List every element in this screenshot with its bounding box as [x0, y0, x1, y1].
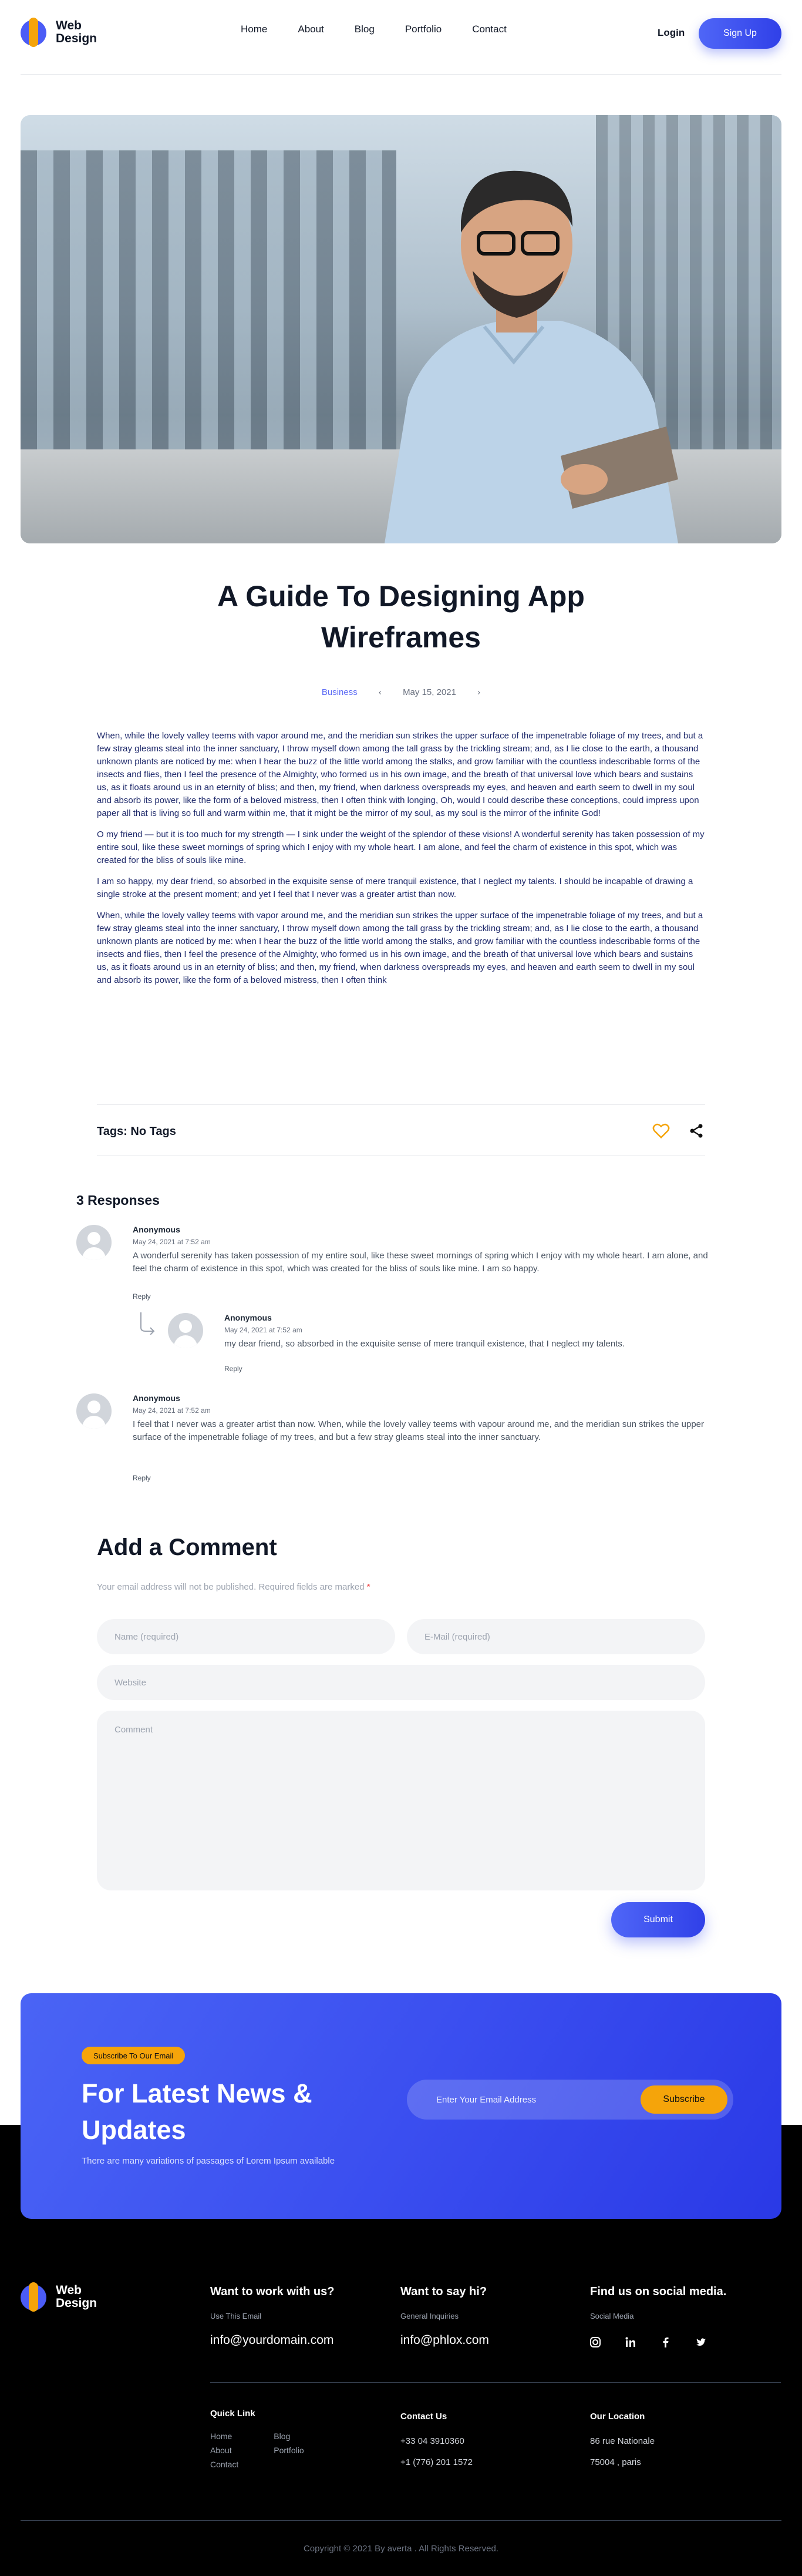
copyright: Copyright © 2021 By averta . All Rights Reserved.	[303, 2544, 499, 2554]
post-paragraph: When, while the lovely valley teems with vapor around me, and the meridian sun strikes the upper surface of the impenetrable foliage of my trees, and but a few stray gleams steal into the inner sanctuary, I throw myself down among the tall grass by the trickling stream; and, as I lie close to the earth, a thousand unknown plants are noticed by me: when I hear the buzz of the little world among the stalks, and grow familiar with the countless indescribable forms of the insects and flies, then I feel the presence of the Almighty, who formed us in his own image, and the breath of that universal love which bears and sustains us, as it floats around us in an eternity of bliss; and then, my friend, when darkness overspreads my eyes, and heaven and earth seem to dwell in my soul and absorb its power, like the form of a beloved mistress, then I often think	[97, 911, 703, 985]
footer-link-contact[interactable]: Contact	[210, 2460, 239, 2469]
footer-link-about[interactable]: About	[210, 2446, 232, 2455]
meta-separator-icon: ‹	[378, 687, 382, 697]
comment-date: May 24, 2021 at 7:52 am	[224, 1326, 302, 1334]
comment-text: I feel that I never was a greater artist than now. When, while the lovely valley teems with vapour around me, and the meridian sun strikes the upper surface of the impenetrable foliage of my trees, and but a few stray gleams steal into the inner sanctuary.	[133, 1419, 705, 1442]
site-header	[21, 0, 781, 75]
post-paragraph: When, while the lovely valley teems with vapor around me, and the meridian sun strikes the upper surface of the impenetrable foliage of my trees, and but a few stray gleams steal into the inner sanctuary, I throw myself down among the tall grass by the trickling stream; and, as I lie close to the earth, a thousand unknown plants are noticed by me: when I hear the buzz of the little world among the stalks, and grow familiar with the countless indescribable forms of the insects and flies, then I feel the presence of the Almighty, who formed us in his own image, and the breath of that universal love which bears and sustains us, as it floats around us in an eternity of bliss; and then, my friend, when darkness overspreads my eyes, and heaven and earth seem to dwell in my soul and absorb its power, like the form of a beloved mistress, then I often think with longing, Oh, would I could describe these conceptions, could impress upon paper all that is living so full and warm within me, that it might be the mirror of my soul, as my soul is the mirror of the infinite God!	[97, 731, 703, 818]
footer-work-sub: Use This Email	[210, 2312, 262, 2320]
website-field[interactable]	[97, 1665, 705, 1700]
footer-contact-col	[400, 2412, 473, 2473]
footer-contact-heading: Contact Us	[400, 2412, 447, 2421]
reply-link[interactable]: Reply	[224, 1365, 242, 1373]
reply-arrow-icon	[139, 1311, 156, 1335]
newsletter-form	[407, 2080, 733, 2120]
reply-link[interactable]: Reply	[133, 1474, 151, 1482]
instagram-icon[interactable]	[590, 2337, 601, 2347]
post-category[interactable]: Business	[321, 687, 358, 697]
footer-logo[interactable]	[21, 2282, 97, 2312]
footer-contact-lines	[400, 2431, 473, 2473]
footer-link-blog[interactable]: Blog	[274, 2431, 291, 2441]
tags-label: Tags: No Tags	[97, 1125, 176, 1138]
footer-location-heading: Our Location	[590, 2412, 645, 2421]
address-line-2: 75004 , paris	[590, 2457, 641, 2467]
logo-text	[56, 19, 97, 45]
avatar	[168, 1313, 203, 1348]
phone-1[interactable]: +33 04 3910360	[400, 2436, 464, 2446]
newsletter-title: For Latest News & Updates	[82, 2078, 312, 2145]
linkedin-icon[interactable]	[625, 2337, 636, 2347]
footer-social-heading: Find us on social media.	[590, 2285, 727, 2298]
nav-contact[interactable]: Contact	[472, 23, 507, 35]
heart-icon[interactable]	[652, 1123, 670, 1139]
comment-date: May 24, 2021 at 7:52 am	[133, 1238, 211, 1246]
footer-social-col	[590, 2285, 726, 2347]
logo-line-2: Design	[56, 2296, 97, 2310]
nav-home[interactable]: Home	[241, 23, 268, 35]
footer-link-home[interactable]: Home	[210, 2431, 232, 2441]
avatar	[76, 1225, 112, 1260]
meta-separator-icon: ›	[477, 687, 481, 697]
logo[interactable]	[21, 18, 97, 47]
quicklink-col-2	[274, 2429, 304, 2471]
newsletter-email-input[interactable]	[419, 2087, 630, 2112]
footer-divider	[210, 2382, 781, 2383]
post-title: A Guide To Designing App Wireframes	[217, 580, 585, 654]
footer-work-email[interactable]: info@yourdomain.com	[210, 2333, 334, 2347]
footer-location-col	[590, 2412, 655, 2473]
post-paragraph: O my friend — but it is too much for my strength — I sink under the weight of the splendor of these visions! A wonderful serenity has taken possession of my entire soul, like these sweet mornings of spring which I enjoy with my whole heart. I am alone, and feel the charm of existence in this spot, which was created for the bliss of souls like mine.	[97, 829, 705, 865]
comment-date: May 24, 2021 at 7:52 am	[133, 1406, 211, 1415]
logo-mark-icon	[21, 2282, 50, 2312]
post-body	[97, 730, 705, 995]
hero-image	[21, 115, 781, 543]
name-field[interactable]	[97, 1619, 395, 1654]
comment-author: Anonymous	[133, 1225, 180, 1234]
newsletter-badge: Subscribe To Our Email	[82, 2047, 185, 2064]
logo-line-1: Web	[56, 2283, 82, 2297]
social-icons	[590, 2337, 726, 2347]
footer-work-col	[210, 2285, 334, 2347]
email-field[interactable]	[407, 1619, 705, 1654]
footer-sayhi-col	[400, 2285, 489, 2347]
footer-social-sub: Social Media	[590, 2312, 634, 2320]
share-icon[interactable]	[688, 1123, 705, 1139]
nav-portfolio[interactable]: Portfolio	[405, 23, 442, 35]
comment-text: my dear friend, so absorbed in the exquisite sense of mere tranquil existence, that I neglect my talents.	[224, 1339, 625, 1349]
quicklink-col-1	[210, 2429, 238, 2471]
nav-blog[interactable]: Blog	[354, 23, 375, 35]
post-meta	[0, 687, 802, 697]
add-comment-note	[97, 1582, 370, 1592]
hero-person-illustration	[338, 150, 690, 543]
signup-button[interactable]: Sign Up	[699, 18, 781, 49]
comment	[76, 1225, 722, 1313]
comment-text: A wonderful serenity has taken possession of my entire soul, like these sweet mornings of spring which I enjoy with my whole heart. I am alone, and feel the charm of existence in this spot, which was created for the bliss of souls like mine. I am so happy.	[133, 1251, 708, 1274]
avatar	[76, 1393, 112, 1429]
footer-work-heading: Want to work with us?	[210, 2285, 335, 2298]
logo-mark-icon	[21, 18, 50, 47]
logo-line-1: Web	[56, 19, 82, 32]
comment-textarea[interactable]	[97, 1711, 705, 1890]
footer-link-portfolio[interactable]: Portfolio	[274, 2446, 304, 2455]
nav-about[interactable]: About	[298, 23, 324, 35]
newsletter-banner	[21, 1993, 781, 2219]
footer-sayhi-heading: Want to say hi?	[400, 2285, 487, 2298]
footer-sayhi-sub: General Inquiries	[400, 2312, 459, 2320]
footer-bottom-divider	[21, 2520, 781, 2521]
add-comment-note-text: Your email address will not be published. Required fields are marked	[97, 1582, 365, 1592]
footer-sayhi-email[interactable]: info@phlox.com	[400, 2333, 489, 2347]
logo-line-2: Design	[56, 32, 97, 45]
facebook-icon[interactable]	[661, 2337, 671, 2347]
comment-author: Anonymous	[133, 1393, 180, 1403]
twitter-icon[interactable]	[696, 2337, 706, 2347]
tags-bar	[97, 1104, 705, 1156]
required-mark: *	[366, 1582, 370, 1592]
logo-text	[56, 2284, 97, 2310]
reply-link[interactable]: Reply	[133, 1292, 151, 1301]
main-nav	[241, 23, 507, 35]
comment-author: Anonymous	[224, 1313, 272, 1322]
subscribe-button[interactable]: Subscribe	[641, 2085, 727, 2114]
phone-2[interactable]: +1 (776) 201 1572	[400, 2457, 473, 2467]
add-comment-title: Add a Comment	[97, 1534, 277, 1560]
submit-button[interactable]: Submit	[611, 1902, 705, 1937]
post-date: May 15, 2021	[403, 687, 456, 697]
footer-location-lines	[590, 2431, 655, 2473]
footer-quicklink-heading: Quick Link	[210, 2409, 255, 2419]
post-paragraph: I am so happy, my dear friend, so absorbed in the exquisite sense of mere tranquil existence, that I neglect my talents. I should be incapable of drawing a single stroke at the present moment; and yet I feel that I never was a greater artist than now.	[97, 876, 693, 899]
comment	[76, 1393, 722, 1487]
footer-quicklink-col	[210, 2409, 304, 2471]
login-link[interactable]: Login	[658, 27, 685, 38]
address-line-1: 86 rue Nationale	[590, 2436, 655, 2446]
comment-reply	[168, 1313, 732, 1383]
newsletter-subtitle: There are many variations of passages of Lorem Ipsum available	[82, 2156, 335, 2166]
responses-heading: 3 Responses	[76, 1193, 160, 1208]
